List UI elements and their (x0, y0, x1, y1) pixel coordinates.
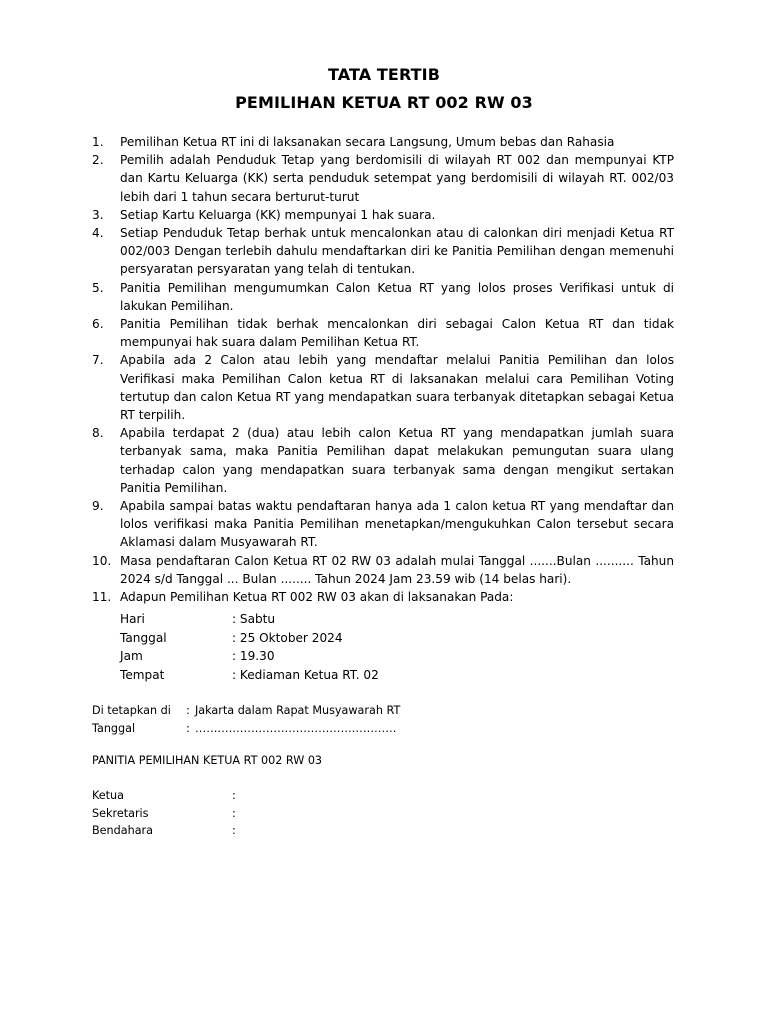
rule-text: Setiap Penduduk Tetap berhak untuk mencalonkan atau di calonkan diri menjadi Ketua RT 002/003 Dengan terlebih dahulu mendaftarkan diri ke Panitia Pemilihan dengan memenuhi persyaratan persyaratan yang telah di tentukan. (120, 226, 674, 277)
rule-item (0, 224, 674, 279)
schedule-value: : 25 Oktober 2024 (232, 630, 343, 645)
rule-number: 5. (92, 280, 104, 295)
officer-colon: : (232, 824, 236, 837)
rule-number: 10. (92, 553, 112, 568)
place-value: Jakarta dalam Rapat Musyawarah RT (195, 704, 401, 717)
rule-number: 7. (92, 353, 104, 368)
committee-title: PANITIA PEMILIHAN KETUA RT 002 RW 03 (92, 754, 323, 767)
rule-item (0, 588, 674, 606)
schedule-value: : 19.30 (232, 649, 275, 663)
rule-number: 4. (92, 226, 104, 241)
schedule-label: Tempat (120, 667, 165, 682)
rule-number: 1. (92, 135, 104, 149)
rule-text: Apabila terdapat 2 (dua) atau lebih calon Ketua RT yang mendapatkan jumlah suara terbanyak sama, maka Panitia Pemilihan dapat melakukan pemungutan suara ulang terhadap calon yang mendapatkan suara terbanyak sama dengan mengikut sertakan Panitia Pemilihan. (120, 426, 674, 495)
document-subtitle: PEMILIHAN KETUA RT 002 RW 03 (235, 93, 533, 112)
rule-item (0, 315, 674, 351)
date-label: Tanggal (92, 721, 136, 735)
rule-text: Masa pendaftaran Calon Ketua RT 02 RW 03 adalah mulai Tanggal .......Bulan .......... Tahun 2024 s/d Tanggal ... Bulan ........ Tahun 2024 Jam 23.59 wib (14 belas hari). (120, 553, 674, 586)
rule-text: Apabila sampai batas waktu pendaftaran hanya ada 1 calon ketua RT yang mendaftar dan lolos verifikasi maka Panitia Pemilihan menetapkan/mengukuhkan Calon tersebut secara Aklamasi dalam Musyawarah RT. (120, 499, 674, 550)
rule-text: Pemilihan Ketua RT ini di laksanakan secara Langsung, Umum bebas dan Rahasia (120, 135, 615, 149)
rule-item (0, 497, 674, 552)
officer-label: Sekretaris (92, 806, 149, 820)
rule-item (0, 133, 674, 151)
officer-label: Bendahara (92, 824, 154, 837)
date-value: ……………………………………………… (195, 721, 397, 735)
rule-item (0, 206, 674, 224)
place-label: Di tetapkan di (92, 704, 171, 717)
rule-number: 2. (92, 153, 104, 168)
rule-number: 3. (92, 207, 104, 222)
schedule-label: Jam (120, 649, 143, 663)
rule-number: 11. (92, 590, 112, 605)
rule-number: 9. (92, 499, 104, 514)
officer-label: Ketua (92, 789, 124, 802)
rule-item (0, 552, 674, 588)
rule-text: Panitia Pemilihan tidak berhak mencalonkan diri sebagai Calon Ketua RT dan tidak mempunyai hak suara dalam Pemilihan Ketua RT. (120, 317, 674, 350)
officer-colon: : (232, 789, 236, 802)
rule-item (0, 351, 674, 424)
document-title: TATA TERTIB (327, 65, 441, 84)
rules-list (0, 133, 768, 606)
schedule-label: Hari (120, 612, 145, 626)
rule-number: 6. (92, 317, 104, 332)
schedule-value: : Kediaman Ketua RT. 02 (232, 667, 379, 682)
rule-number: 8. (92, 426, 104, 441)
date-colon: : (186, 721, 190, 735)
rule-item (0, 151, 674, 206)
schedule-value: : Sabtu (232, 612, 276, 626)
schedule-label: Tanggal (120, 630, 167, 645)
place-colon: : (186, 704, 190, 717)
rule-item (0, 279, 674, 315)
rule-text: Apabila ada 2 Calon atau lebih yang mendaftar melalui Panitia Pemilihan dan lolos Verifikasi maka Pemilihan Calon ketua RT di laksanakan melalui cara Pemilihan Voting tertutup dan calon Ketua RT yang mendapatkan suara terbanyak ditetapkan sebagai Ketua RT terpilih. (120, 353, 674, 423)
rule-text: Panitia Pemilihan mengumumkan Calon Ketua RT yang lolos proses Verifikasi untuk di lakukan Pemilihan. (120, 280, 674, 313)
rule-text: Pemilih adalah Penduduk Tetap yang berdomisili di wilayah RT 002 dan mempunyai KTP dan Kartu Keluarga (KK) serta penduduk setempat yang berdomisili di wilayah RT. 002/03 lebih dari 1 tahun secara berturut-turut (120, 153, 674, 204)
rule-item (0, 424, 674, 497)
officer-colon: : (232, 806, 236, 820)
rule-text: Adapun Pemilihan Ketua RT 002 RW 03 akan di laksanakan Pada: (120, 590, 514, 605)
rule-text: Setiap Kartu Keluarga (KK) mempunyai 1 hak suara. (120, 207, 436, 222)
